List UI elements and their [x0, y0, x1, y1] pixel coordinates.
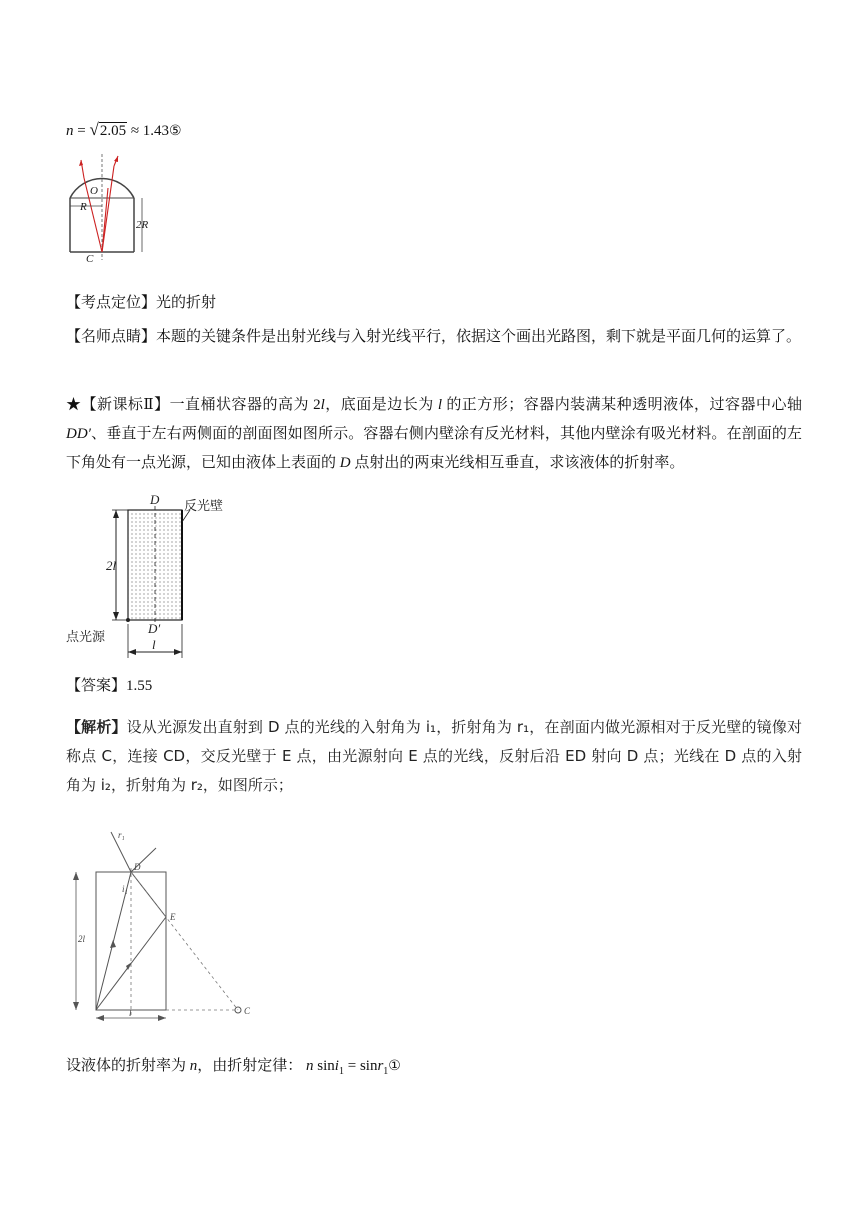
law-i: i: [334, 1058, 339, 1074]
law-i-sub: 1: [338, 1066, 344, 1077]
dianjing-text: 本题的关键条件是出射光线与入射光线平行，依据这个画出光路图，剩下就是平面几何的运算了。: [156, 329, 802, 345]
law-n: n: [306, 1058, 314, 1074]
figure-ray-diagram: [66, 820, 266, 1026]
fig1-label-c: C: [86, 253, 94, 264]
fig2-label-2l: 2l: [106, 558, 117, 573]
fig2-label-l: l: [152, 637, 156, 652]
law-sin2: sin: [359, 1058, 378, 1074]
formula-top: [66, 118, 182, 143]
law-eq: =: [347, 1058, 357, 1074]
problem-var-2: l: [437, 397, 443, 413]
law-r: r: [377, 1058, 384, 1074]
kaodian-text: 光的折射: [156, 295, 217, 311]
fig3-label-i1: i₁: [122, 884, 128, 894]
formula-n: n: [66, 123, 74, 139]
problem-paragraph: [66, 391, 802, 478]
fig1-label-r: R: [80, 201, 87, 213]
circled-number: ⑤: [169, 123, 182, 139]
last-text-1: 设液体的折射率为: [66, 1058, 190, 1074]
problem-text-3: 的正方形；容器内装满某种透明液体，过容器中心轴: [442, 397, 802, 413]
last-text-2: ，由折射定律：: [197, 1058, 303, 1074]
fig3-label-2l: 2l: [78, 934, 86, 944]
answer-tag: 【答案】: [66, 678, 127, 694]
fig3-label-d: D: [134, 862, 141, 872]
problem-text-1: 一直桶状容器的高为 2: [169, 397, 321, 413]
kaodian-line: [66, 291, 216, 315]
answer-value: 1.55: [126, 678, 153, 694]
figure-container: [66, 492, 246, 664]
problem-source: 【新课标Ⅱ】: [81, 397, 170, 413]
formula-value: 1.43: [142, 123, 170, 139]
law-sin: sin: [317, 1058, 335, 1074]
problem-text-5: 点射出的两束光线相互垂直，求该液体的折射率。: [350, 455, 685, 471]
fig2-label-dprime: D′: [148, 621, 161, 636]
fig1-label-2r: 2R: [136, 219, 149, 231]
fig3-label-r1: r₁: [118, 830, 125, 840]
problem-text-2: ，底面是边长为: [324, 397, 438, 413]
problem-var-1: l: [320, 397, 325, 413]
fig2-label-source: 点光源: [66, 630, 106, 645]
dianjing-line: [66, 325, 801, 349]
problem-var-4: D: [339, 455, 351, 471]
fig3-label-c: C: [244, 1006, 251, 1016]
problem-var-3: DD′: [66, 426, 91, 442]
radicand: 2.05: [99, 123, 127, 139]
formula-eq: =: [77, 123, 86, 139]
last-circled: ①: [388, 1058, 401, 1074]
fig2-label-wall: 反光壁: [184, 499, 224, 514]
analysis-tag: 【解析】: [66, 718, 127, 736]
last-line: [66, 1054, 401, 1084]
last-var-n: n: [189, 1058, 198, 1074]
figure-semicircle-prism: [64, 152, 154, 264]
dianjing-tag: 【名师点睛】: [66, 329, 157, 345]
fig3-label-e: E: [170, 912, 176, 922]
answer-line: [66, 674, 152, 698]
problem-text-4: 、垂直于左右两侧面的剖面图如图所示。容器右侧内壁涂有反光材料，其他内壁涂有吸光材料。在剖面的左下角处有一点光源，已知由液体上表面的: [66, 426, 802, 471]
fig3-label-l: l: [129, 1008, 132, 1018]
fig1-label-o: O: [90, 185, 98, 197]
approx-sign: ≈: [130, 123, 140, 139]
kaodian-tag: 【考点定位】: [66, 295, 157, 311]
sqrt-sign: √: [89, 120, 99, 139]
law-r-sub: 1: [383, 1066, 389, 1077]
star-icon: ★: [66, 397, 82, 413]
fig2-label-d: D: [150, 492, 160, 507]
analysis-paragraph: [66, 713, 802, 800]
analysis-text: 设从光源发出直射到 D 点的光线的入射角为 i₁，折射角为 r₁，在剖面内做光源相对于反光壁的镜像对称点 C，连接 CD，交反光壁于 E 点，由光源射向 E 点的光线，反射后沿 ED 射向 D 点；光线在 D 点的入射角为 i₂，折射角为 r₂，如图所示；: [66, 718, 802, 794]
